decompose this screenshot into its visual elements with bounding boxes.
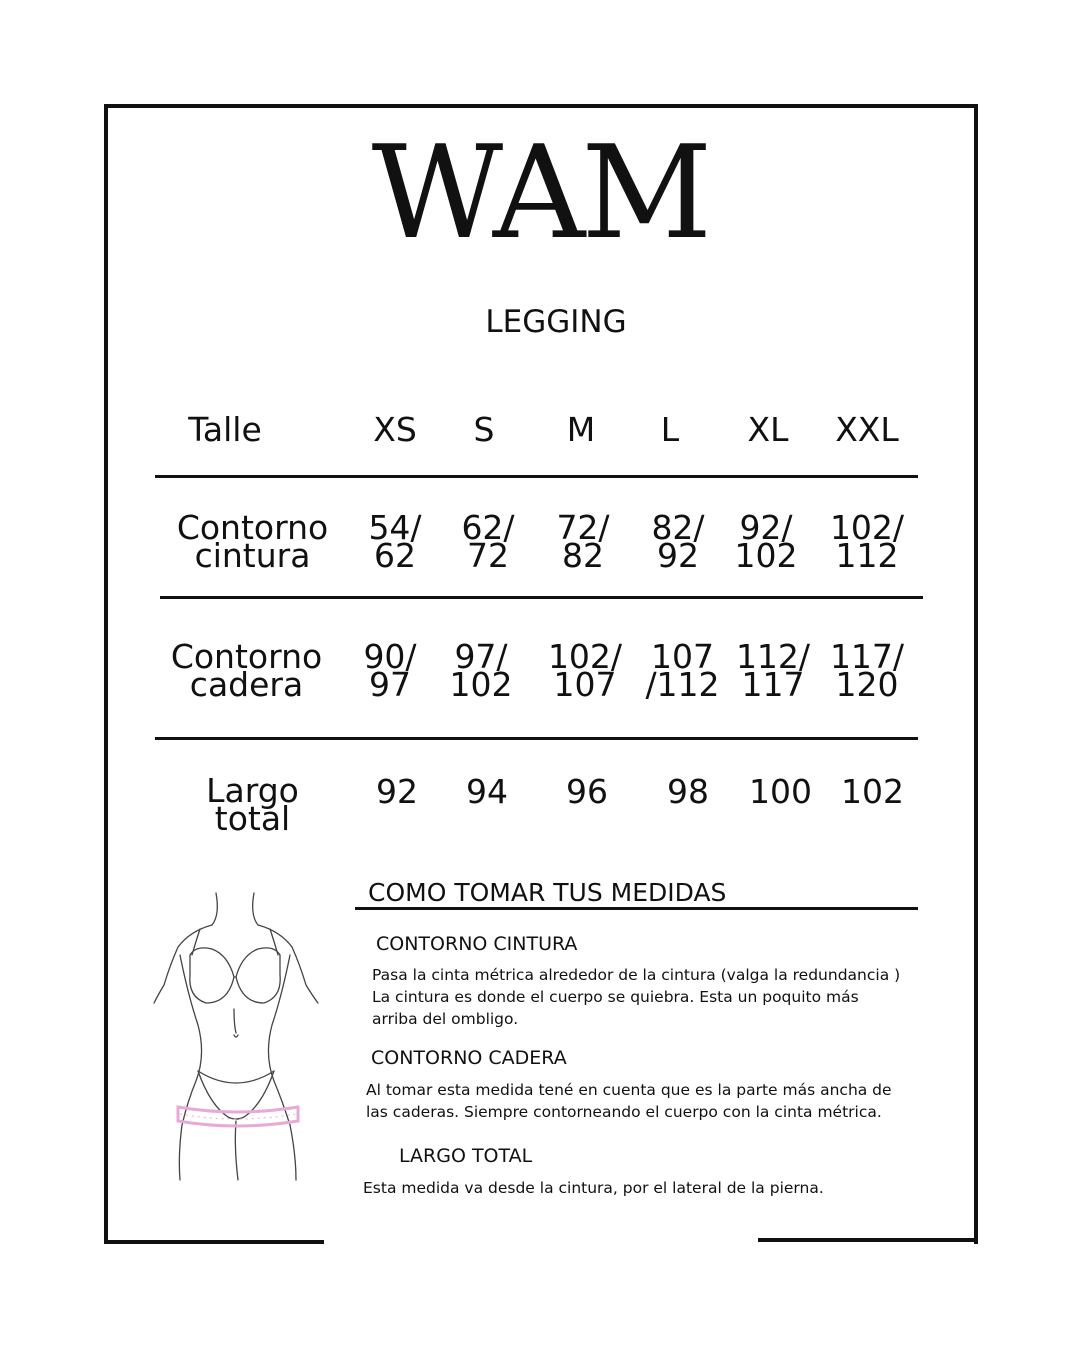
section-text: Pasa la cinta métrica alrededor de la cintura (valga la redundancia ) La cintura es donde el cuerpo se quiebra. Esta un poquito más arriba del ombligo. <box>372 966 901 1028</box>
product-title: LEGGING <box>485 304 627 340</box>
table-cell: 112/ 117 <box>735 637 811 705</box>
table-divider <box>160 596 923 599</box>
table-cell: 96 <box>566 772 608 811</box>
table-cell: 92 <box>376 772 418 811</box>
table-cell: 94 <box>466 772 508 811</box>
table-divider <box>155 737 918 740</box>
frame-left <box>104 104 108 1244</box>
table-cell: 82/ 92 <box>651 508 705 576</box>
table-cell: 54/ 62 <box>368 508 422 576</box>
row-label: Contorno cadera <box>170 637 323 705</box>
frame-bottom-right <box>758 1238 978 1242</box>
tape-measure-icon <box>178 1107 298 1126</box>
table-cell: 100 <box>749 772 812 811</box>
section-text: Al tomar esta medida tené en cuenta que es la parte más ancha de las caderas. Siempre contorneando el cuerpo con la cinta métrica. <box>366 1081 892 1121</box>
size-header: XL <box>747 410 789 449</box>
section-title: LARGO TOTAL <box>399 1145 533 1167</box>
frame-bottom-left <box>104 1240 324 1244</box>
table-cell: 102/ 112 <box>829 508 905 576</box>
table-cell: 98 <box>667 772 709 811</box>
section-title: CONTORNO CADERA <box>371 1047 567 1069</box>
row-label: Largo total <box>206 771 299 839</box>
table-cell: 92/ 102 <box>734 508 798 576</box>
section-text: Esta medida va desde la cintura, por el lateral de la pierna. <box>363 1179 824 1197</box>
size-header: S <box>473 410 495 449</box>
table-cell: 107 /112 <box>645 637 720 705</box>
size-header: XS <box>373 410 417 449</box>
table-cell: 62/ 72 <box>461 508 515 576</box>
table-cell: 97/ 102 <box>449 637 513 705</box>
frame-right <box>974 104 978 1244</box>
table-cell: 102 <box>841 772 904 811</box>
table-divider <box>155 475 918 478</box>
guide-divider <box>355 907 918 910</box>
size-header: L <box>660 410 680 449</box>
table-cell: 90/ 97 <box>363 637 417 705</box>
table-cell: 117/ 120 <box>829 637 905 705</box>
size-header: M <box>566 410 596 449</box>
brand-logo: WAM <box>371 119 709 268</box>
section-title: CONTORNO CINTURA <box>376 933 578 955</box>
row-label: Contorno cintura <box>176 508 329 576</box>
table-cell: 72/ 82 <box>556 508 610 576</box>
header-label: Talle <box>188 410 262 449</box>
guide-title: COMO TOMAR TUS MEDIDAS <box>368 878 727 907</box>
body-measure-illustration <box>150 885 330 1185</box>
size-header: XXL <box>835 410 899 449</box>
table-cell: 102/ 107 <box>547 637 623 705</box>
frame-top <box>104 104 978 108</box>
